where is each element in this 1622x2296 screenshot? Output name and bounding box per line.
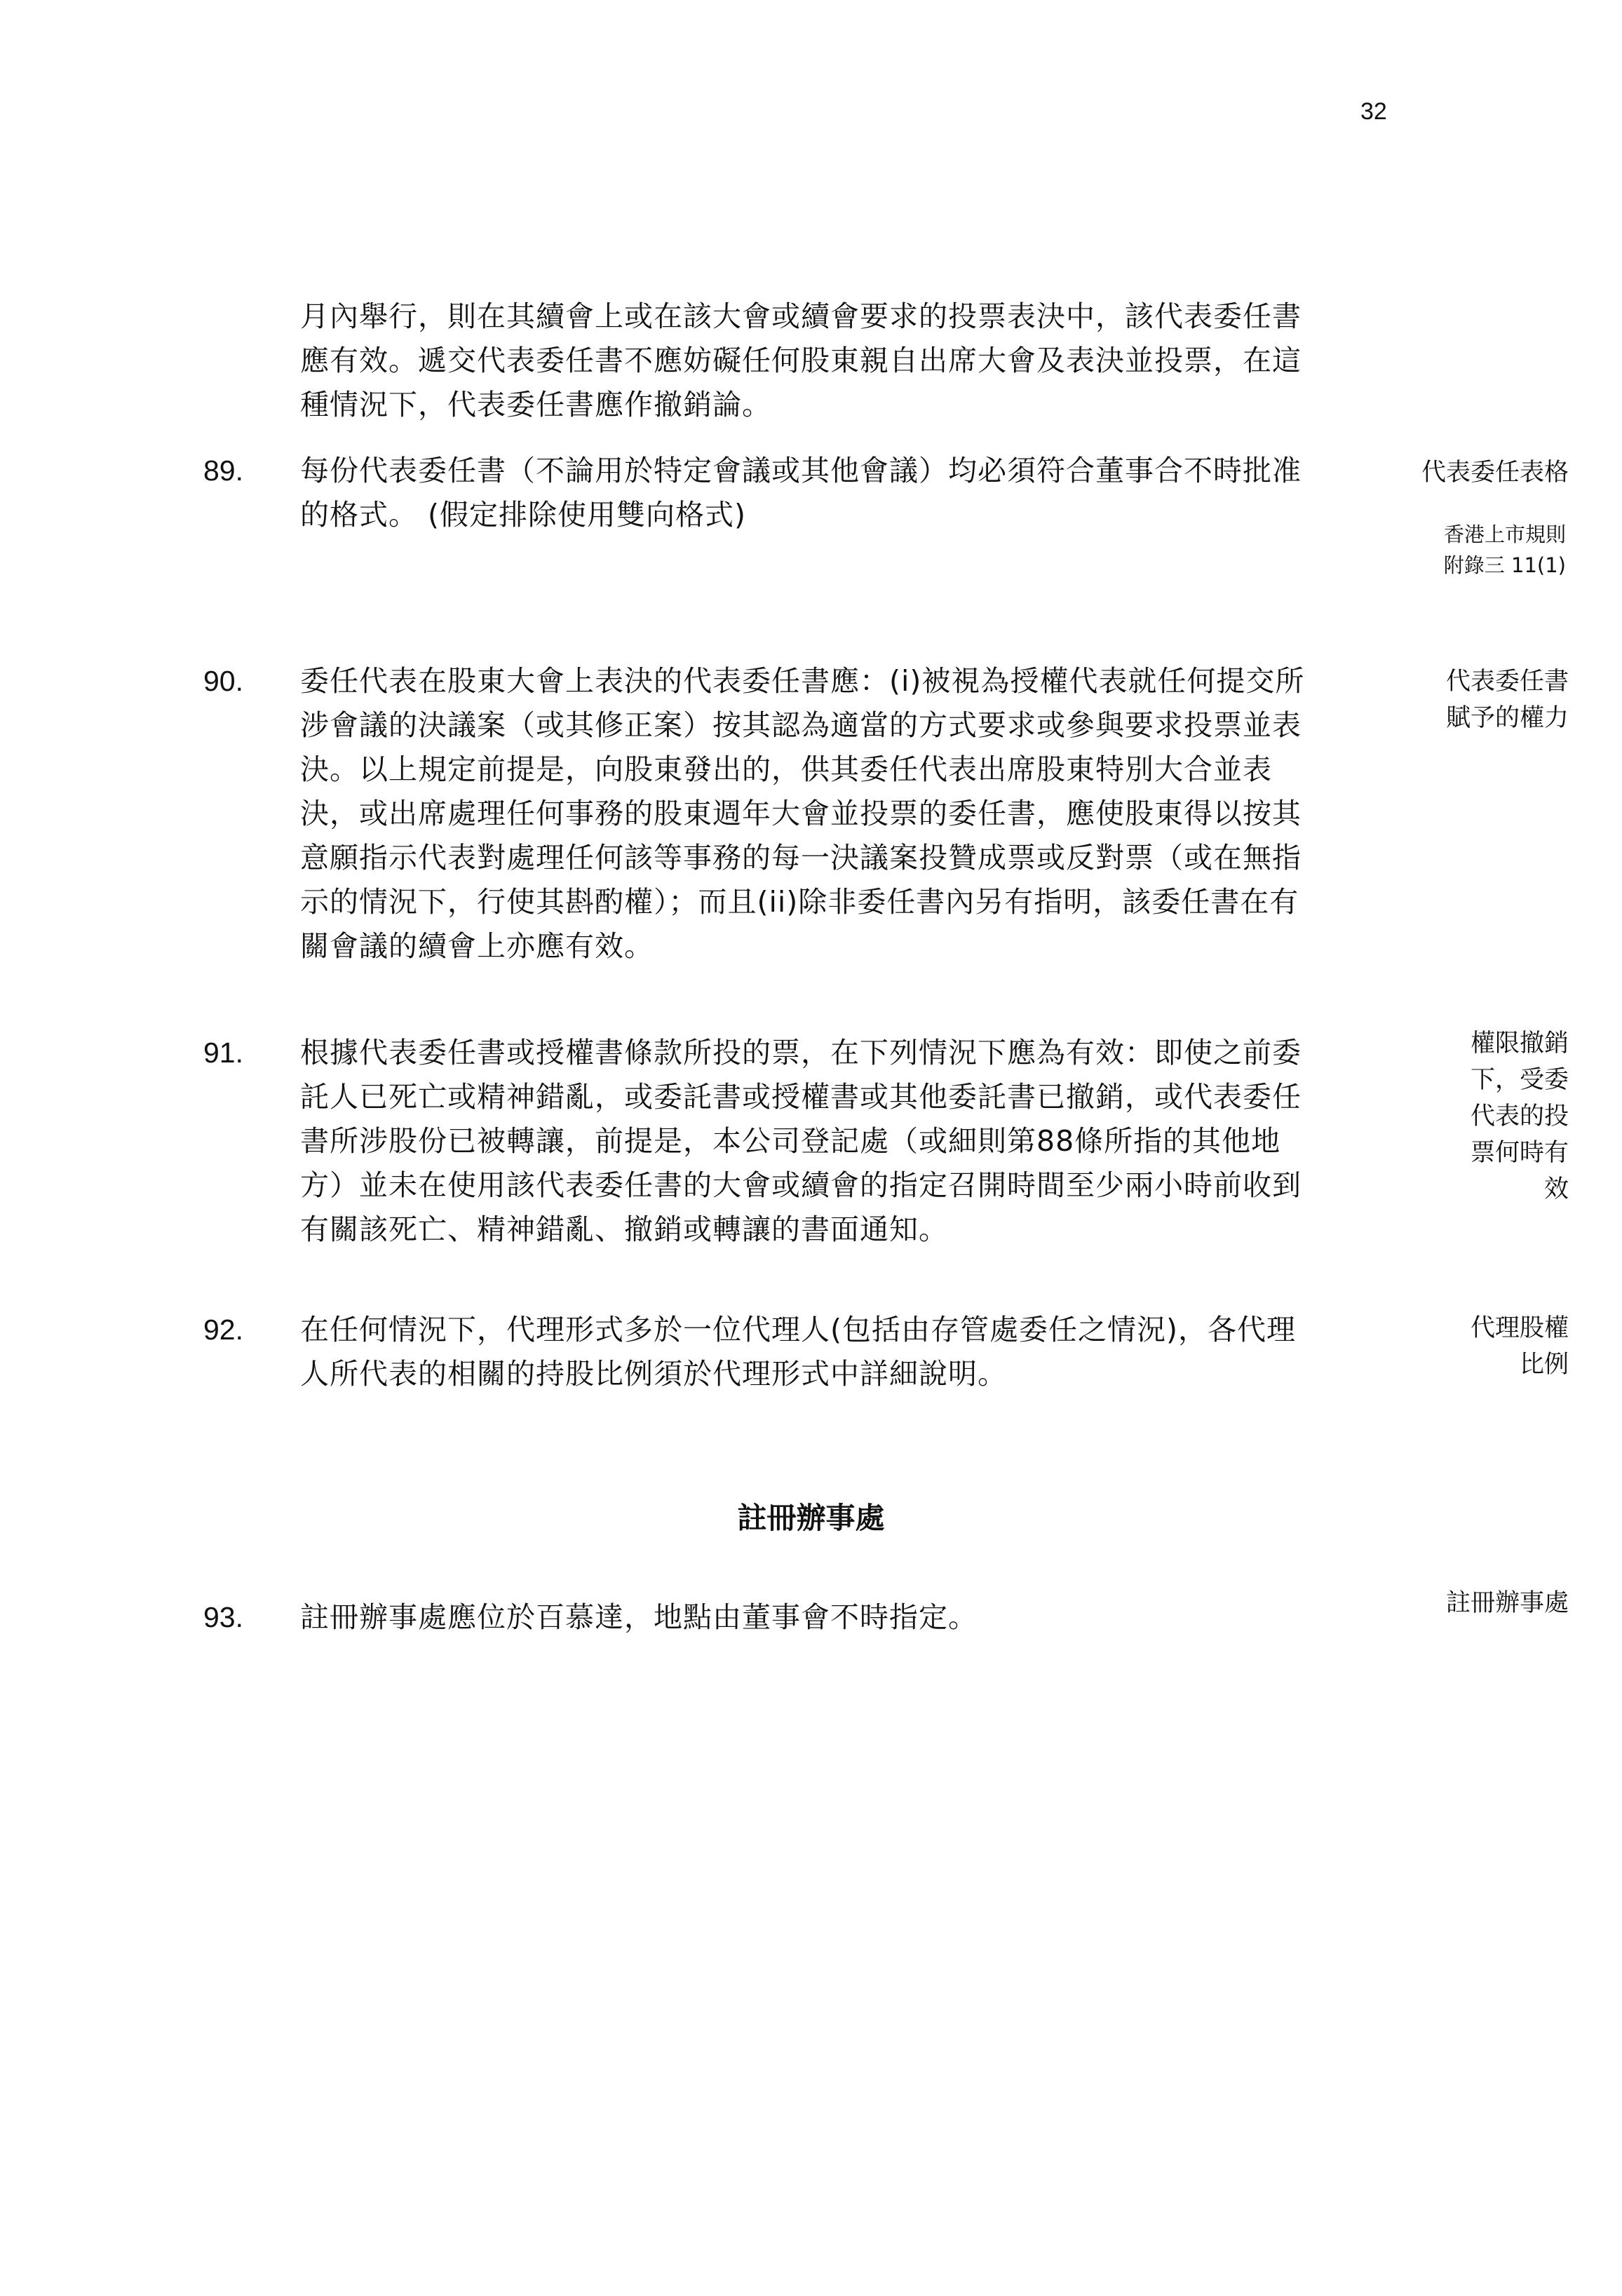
margin-note-90: 代表委任書 賦予的權力 [1445, 668, 1569, 732]
article-text-90: 委任代表在股東大會上表決的代表委任書應：(i)被視為授權代表就任何提交所 涉會議的決議案（或其修正案）按其認為適當的方式要求或參與要求投票並表 決。以上規定前提是，向股東發出的，供其委任代表出席股東特別大合並表 決，或出席處理任何事務的股東週年大會並投票的委任書，應使股東得以按其 意願指示代表對處理任何該等事務的每一決議案投贊成票或反對票（或在無指 示的情況下，行使其斟酌權）；而且(ii)除非委任書內另有指明，該委任書在有 關會議的續會上亦應有效。 [300, 664, 1305, 963]
section-heading: 註冊辦事處 [737, 1501, 885, 1535]
article-text-93: 註冊辦事處應位於百慕達，地點由董事會不時指定。 [300, 1600, 978, 1634]
article-number-90: 90. [203, 665, 243, 697]
article-number-93: 93. [203, 1601, 243, 1633]
margin-note-91: 權限撤銷 下，受委 代表的投 票何時有 效 [1470, 1029, 1569, 1203]
article-text-92: 在任何情況下，代理形式多於一位代理人(包括由存管處委任之情況)，各代理 人所代表的相關的持股比例須於代理形式中詳細說明。 [300, 1313, 1296, 1391]
margin-note-89: 代表委任表格 [1421, 459, 1569, 487]
page-number: 32 [1360, 98, 1387, 125]
article-number-92: 92. [203, 1314, 243, 1346]
margin-note-93: 註冊辦事處 [1445, 1589, 1569, 1617]
margin-reference-89: 香港上市規則 附錄三 11(1) [1443, 522, 1566, 577]
article-text-91: 根據代表委任書或授權書條款所投的票，在下列情況下應為有效：即使之前委 託人已死亡或精神錯亂，或委託書或授權書或其他委託書已撤銷，或代表委任 書所涉股份已被轉讓，前提是，本公司登記處（或細則第88條所指的其他地 方）並未在使用該代表委任書的大會或續會的指定召開時間至少兩小時前收到 有關該死亡、精神錯亂、撤銷或轉讓的書面通知。 [300, 1036, 1302, 1246]
article-number-91: 91. [203, 1036, 243, 1069]
carryover-paragraph: 月內舉行，則在其續會上或在該大會或續會要求的投票表決中，該代表委任書 應有效。遞交代表委任書不應妨礙任何股東親自出席大會及表決並投票，在這 種情況下，代表委任書應作撤銷論。 [300, 299, 1302, 421]
article-number-89: 89. [203, 454, 243, 487]
margin-note-92: 代理股權 比例 [1470, 1314, 1569, 1379]
article-text-89: 每份代表委任書（不論用於特定會議或其他會議）均必須符合董事合不時批准 的格式。 (假定排除使用雙向格式) [300, 454, 1302, 532]
